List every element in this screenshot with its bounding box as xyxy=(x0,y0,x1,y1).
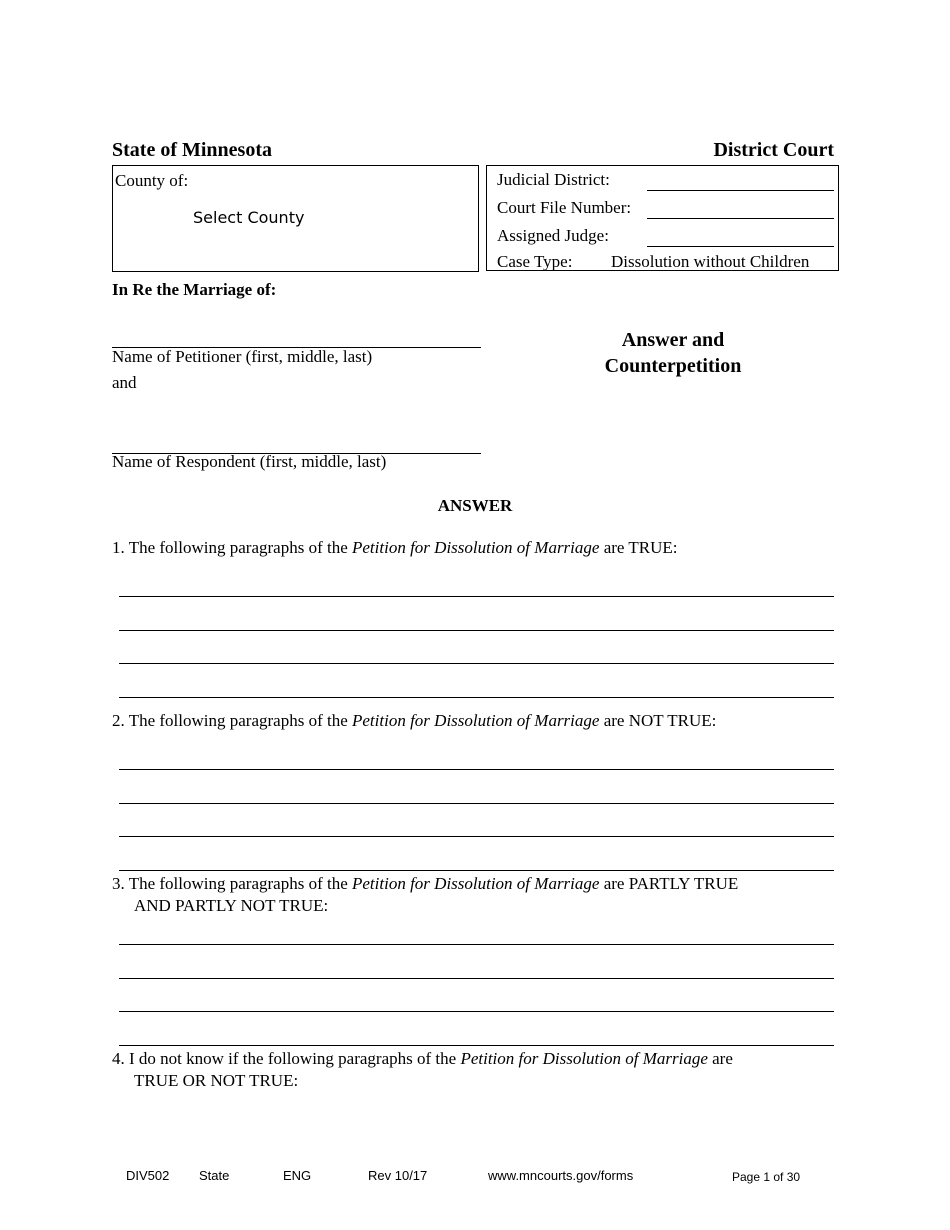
answer-line[interactable] xyxy=(119,596,834,597)
question-1 xyxy=(112,538,678,558)
question-4-tail: are xyxy=(712,1049,733,1068)
footer-form-id: DIV502 xyxy=(126,1168,170,1183)
answer-line[interactable] xyxy=(119,944,834,945)
question-3-tail: are PARTLY TRUE xyxy=(603,874,739,893)
in-re-heading: In Re the Marriage of: xyxy=(112,280,277,299)
question-3-lead: The following paragraphs of the xyxy=(128,874,348,893)
footer-page-number: Page 1 of 30 xyxy=(732,1170,801,1184)
county-box xyxy=(112,165,479,272)
answer-heading: ANSWER xyxy=(437,496,513,515)
judicial-district-field[interactable] xyxy=(647,170,834,191)
answer-line[interactable] xyxy=(119,1045,834,1046)
county-select[interactable] xyxy=(193,206,393,228)
question-4-line-2: TRUE OR NOT TRUE: xyxy=(134,1071,299,1090)
title-line-1: Answer and xyxy=(621,329,725,351)
question-2-number: 2. xyxy=(112,711,125,730)
judicial-district-label: Judicial District: xyxy=(497,170,610,189)
answer-line[interactable] xyxy=(119,663,834,664)
question-3-line-2: AND PARTLY NOT TRUE: xyxy=(134,896,329,915)
answer-line[interactable] xyxy=(119,870,834,871)
footer-revision: Rev 10/17 xyxy=(368,1168,428,1183)
question-2-lead: The following paragraphs of the xyxy=(128,711,348,730)
court-title: District Court xyxy=(713,139,834,161)
question-1-tail: are TRUE: xyxy=(603,538,678,557)
footer-jurisdiction: State xyxy=(199,1168,230,1183)
petition-title: Petition for Dissolution of Marriage xyxy=(352,874,600,893)
answer-line[interactable] xyxy=(119,769,834,770)
assigned-judge-field[interactable] xyxy=(647,226,834,247)
question-4-number: 4. xyxy=(112,1049,125,1068)
question-2-tail: are NOT TRUE: xyxy=(603,711,717,730)
answer-line[interactable] xyxy=(119,978,834,979)
petitioner-label: Name of Petitioner (first, middle, last) xyxy=(112,347,373,366)
case-type-label: Case Type: xyxy=(497,252,573,271)
assigned-judge-label: Assigned Judge: xyxy=(497,226,609,245)
footer-website[interactable]: www.mncourts.gov/forms xyxy=(488,1168,634,1183)
question-4-lead: I do not know if the following paragraphs of the xyxy=(129,1049,457,1068)
question-1-number: 1. xyxy=(112,538,125,557)
county-label: County of: xyxy=(115,171,189,190)
and-text: and xyxy=(112,373,137,392)
state-title: State of Minnesota xyxy=(112,139,272,161)
court-file-number-field[interactable] xyxy=(647,198,834,219)
question-1-lead: The following paragraphs of the xyxy=(128,538,348,557)
answer-line[interactable] xyxy=(119,836,834,837)
answer-line[interactable] xyxy=(119,1011,834,1012)
petition-title: Petition for Dissolution of Marriage xyxy=(460,1049,708,1068)
document-title xyxy=(508,327,838,379)
footer-language: ENG xyxy=(283,1168,312,1183)
petition-title: Petition for Dissolution of Marriage xyxy=(352,538,600,557)
question-3 xyxy=(112,874,738,894)
answer-line[interactable] xyxy=(119,803,834,804)
case-type-value: Dissolution without Children xyxy=(611,252,810,271)
question-3-number: 3. xyxy=(112,874,125,893)
answer-line[interactable] xyxy=(119,630,834,631)
respondent-label: Name of Respondent (first, middle, last) xyxy=(112,452,387,471)
question-2 xyxy=(112,711,716,731)
court-file-number-label: Court File Number: xyxy=(497,198,632,217)
court-info-box xyxy=(486,165,839,271)
petition-title: Petition for Dissolution of Marriage xyxy=(352,711,600,730)
title-line-2: Counterpetition xyxy=(604,355,742,377)
answer-line[interactable] xyxy=(119,697,834,698)
question-4 xyxy=(112,1049,733,1069)
